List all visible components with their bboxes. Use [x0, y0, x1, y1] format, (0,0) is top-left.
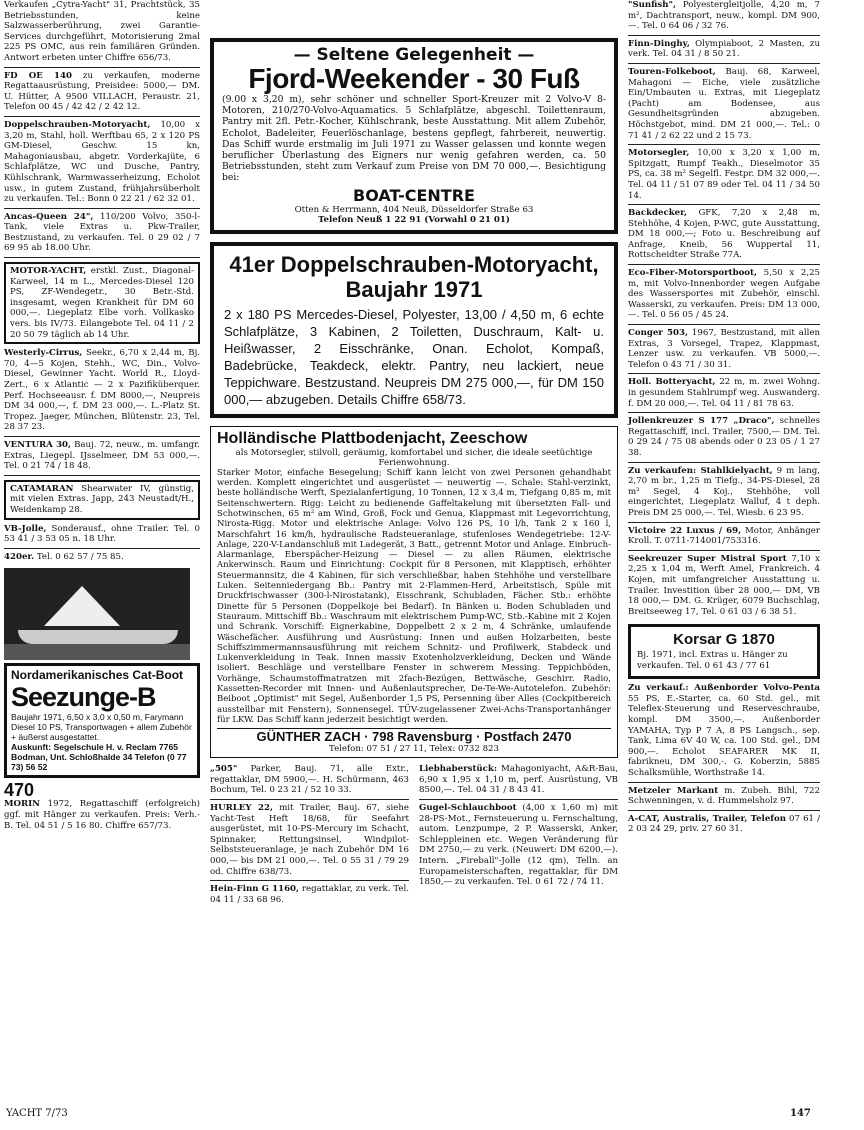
classified-ad: [419, 764, 618, 800]
ad-title: Hein-Finn G 1160,: [210, 884, 300, 895]
classified-ad: [4, 480, 200, 520]
fjord-addr1: Otten & Herrmann, 404 Neuß, Düsseldorfer Straße 63: [294, 204, 534, 215]
ad-number-470: 470: [4, 780, 35, 801]
classified-ad: [4, 0, 200, 68]
plattbodenjacht-ad: [210, 426, 618, 758]
ad-title: FD OE 140: [4, 70, 72, 81]
classified-ad: [628, 786, 820, 811]
ad-title: VENTURA 30,: [4, 439, 72, 450]
ad-title: Backdecker,: [628, 208, 688, 219]
ad-text: Bauj. 72, neuw., m. umfangr. Extras, Liegepl. IJsselmeer, DM 53 000,—. Tel. 0 21 74 / 18 48.: [4, 439, 201, 472]
korsar-body: Bj. 1971, incl. Extras u. Hänger zu verkaufen. Tel. 0 61 43 / 77 61: [637, 650, 788, 672]
ad-text: Olympiaboot, 2 Masten, zu verk. Tel. 04 31 / 8 50 21.: [628, 38, 820, 60]
ad-text: 55 PS, E.-Starter, ca. 60 Std. gel., mit Teleflex-Steuerung und Reserveschraube, kompl. DM 3500,—. Außenborder YAMAHA, Typ P 7 A, 8 PS Langsch., sep. Tank, Lima 6V 40 W, ca. 100 Std. gel., DM 900,—. Echolot SEAFARER MK II, fabrikneu, DM 300,-. G. Koberzin, 5885 Schalksmühle, Worthstraße 14.: [628, 693, 820, 779]
ad-text: Motor, Anhänger Kroll. T. 0711-714001/753316.: [628, 525, 820, 547]
page-footer-magazine: YACHT 7/73: [6, 1108, 68, 1119]
ad-text: 10,00 x 3,20 m, Stahl, holl. Werftbau 65, 2 x 120 PS GM-Diesel, Geschw. 15 kn, Mahagoniausbau, abgetr. Vorderkajüte, 6 Schlafplätze, WC und Dusche, Pantry, Kühlschrank, Warmwasserheizung, Echolot usw., in gutem Zustand, frühjahrsüberholt zu verkaufen. Tel.: Bonn 0 22 21 / 62 32 01.: [4, 119, 200, 205]
ad-title: Motorsegler,: [628, 148, 690, 159]
cat-ad-body: Baujahr 1971, 6,50 x 3,0 x 0,50 m, Farymann Diesel 10 PS, Transportwagen + allem Zubehör + äußerst ausgestattet.: [11, 712, 192, 743]
ad-title: MORIN: [4, 799, 41, 810]
sail-shape: [44, 586, 120, 626]
water-shape: [4, 644, 190, 660]
ad-title: A-CAT, Australis, Trailer, Telefon: [628, 813, 786, 824]
classified-ad: [4, 120, 200, 209]
ad-text: 9 m lang, 2,70 m br., 1,25 m Tiefg., 34-PS-Diesel, 28 m² Segel, 4 Koj., Stehhöhe, voll eingerichtet, Liegeplatz Walluf, 4 t deph. Preis DM 25 000,—. Tel. Wiesb. 6 23 95.: [628, 465, 820, 518]
classified-ad: [628, 67, 820, 145]
holl-footer: GÜNTHER ZACH · 798 Ravensburg · Postfach 2470: [217, 728, 611, 744]
classified-ad: [210, 803, 409, 881]
ad-text: Bauj. 68, Karweel, Mahagoni — Eiche, viele zusätzliche Ein/Umbauten u. Extras, mit Liegeplatz (Pacht) am Bodensee, aus Gesundheitsgründen abzugeben. Höchstgebot, mind. DM 21 000,—. Tel.: 0 71 41 / 2 62 22 und 2 15 73.: [628, 66, 820, 141]
ad-text: Seekr., 6,70 x 2,44 m, Bj. 70, 4—5 Kojen, Stehh., WC, Din., Volvo-Diesel, Gewinner Yacht. World R., Lloyd-Zert., 6 x Atlantic — 2 x Pazifiküberquer. Perf. Hochseeausr. f. DM 8000,—, Neupreis DM 34 000,—, f. DM 23 000,—. L.-Platz St. Tropez. Jaeger, München, Blütenstr. 23, Tel. 28 37 23.: [4, 348, 200, 433]
ad-text: Verkaufen „Cytra-Yacht" 31, Prachtstück, 35 Betriebsstunden, keine Salzwasserberührung, zwei Garantie-Services durchgeführt, Motorisierung 2mal 225 PS OMC, aus rein familiären Gründen. Antwort erbeten unter Chiffre 656/73.: [4, 0, 200, 63]
classified-list-right: [628, 0, 820, 620]
ad-text: 1972, Regattaschiff (erfolgreich) ggf. mit Hänger zu verkaufen. Preis: Verh.-B. Tel. 04 51 / 5 16 80. Chiffre 657/73.: [4, 799, 200, 831]
ad-text: Mahagoniyacht, A&R-Bau, 6,90 x 1,95 x 1,10 m, perf. Ausrüstung, VB 8500,—. Tel. 04 31 / 8 43 41.: [419, 764, 618, 796]
cat-ad-name: Seezunge-B: [11, 682, 156, 713]
ad-text: zu verkaufen, moderne Regattaausrüstung, Preisidee: 5000,— DM. U. Hütter, A 9500 VILLACH, Peraustr. 21, Telefon 00 45 / 42 42 / 2 42 12.: [4, 70, 200, 113]
classified-list-left: [4, 0, 200, 565]
middle-bottom-left: [210, 764, 409, 911]
ad-title: Doppelschrauben-Motoryacht,: [4, 119, 151, 130]
ad41-headline: 41er Doppelschrauben-Motoryacht, Baujahr 1971: [229, 251, 599, 302]
ad-title: Metzeler Markant: [628, 785, 719, 796]
ad-title: Finn-Dinghy,: [628, 38, 690, 49]
classified-morin: [4, 799, 200, 834]
column-left: [4, 0, 200, 1130]
cat-ad-contact: Auskunft: Segelschule H. v. Reclam 7765 Bodman, Unt. Schloßhalde 34 Telefon (0 77 73) 56 52: [11, 742, 187, 773]
ad-text: Polyestergleitjolle, 4,20 m, 7 m², Dachtransport, neuw., kompl. DM 900,—. Tel. 0 64 06 / 32 76.: [628, 0, 820, 32]
ad-text: 7,10 x 2,25 x 1,04 m, Werft Amel, Frankreich. 4 Kojen, mit umfangreicher Ausstattung u. Trailer. Investition über 28 000,— DM, VB 18 000,— DM. G. Krüger, 6079 Buchschlag, Breitseeweg 17, Tel. 0 61 03 / 6 38 51.: [628, 553, 820, 617]
korsar-ad: [628, 624, 820, 679]
classified-ad: [210, 884, 409, 908]
ad-text: 10,00 x 3,20 x 1,00 m, Spitzgatt, Rumpf Teakh., Dieselmotor 35 PS, ca. 38 m² Segelfl. Festpr. DM 32 000,—. Tel. 04 11 / 51 07 89 oder Tel. 04 11 / 34 50 14.: [628, 148, 820, 201]
holl-headline: Holländische Plattbodenjacht, Zeeschow: [217, 429, 528, 447]
middle-bottom-columns: [210, 764, 618, 911]
boat-photo: [4, 568, 190, 660]
column-middle: [210, 0, 618, 1130]
ad-text: regattaklar, zu verk. Tel. 04 11 / 33 68 96.: [210, 884, 409, 905]
ad-title: Touren-Folkeboot,: [628, 66, 716, 77]
ad41-body: 2 x 180 PS Mercedes-Diesel, Polyester, 13,00 / 4,50 m, 6 echte Schlafplätze, 3 Kabinen, 2 Toiletten, Duschraum, Kalt- u. Heißwasser, 2 Eisschränke, Onan. Echolot, Kompaß, Badebrücke, Teakdeck, elektr. Pantry, neu lackiert, neue Teppichware. Bestzustand. Neupreis DM 275 000,—, für DM 150 000,— abzugeben. Details Chiffre 658/73.: [224, 306, 604, 407]
ad-title: MOTOR-YACHT,: [10, 266, 87, 277]
ad-title: 420er.: [4, 551, 35, 562]
ad-title: Ancas-Queen 24",: [4, 211, 94, 222]
ad-text: schnelles Regattaschiff, incl. Trailer, 7500,— DM. Tel. 0 29 24 / 75 08 abends oder 0 23 05 / 1 27 38.: [628, 416, 820, 458]
cat-boot-ad: [4, 663, 200, 778]
ad-title: Gugel-Schlauchboot: [419, 803, 517, 814]
ad-title: Eco-Fiber-Motorsportboot,: [628, 268, 758, 279]
ad-title: Victoire 22 Luxus / 69,: [628, 525, 742, 536]
ad-title: Seekreuzer Super Mistral Sport: [628, 553, 787, 564]
classified-ad: [628, 377, 820, 413]
ad-title: Zu verkauf.: Außenborder Volvo-Penta: [628, 683, 820, 694]
classified-ad: [628, 39, 820, 64]
fjord-addr2: Telefon Neuß 1 22 91 (Vorwahl 0 21 01): [318, 215, 510, 226]
ad-title: CATAMARAN: [10, 483, 74, 494]
hull-shape: [18, 630, 178, 644]
classified-ad: [4, 524, 200, 549]
classified-ad: [628, 0, 820, 36]
classified-ad: [4, 552, 200, 566]
ad-text: 22 m, m. zwei Wohng. in gesundem Stahlrumpf weg. Auswanderg. f. DM 20 000,—. Tel. 04 11 / 81 78 63.: [628, 377, 820, 409]
classified-ad: [4, 262, 200, 344]
classified-ad: [419, 803, 618, 891]
classified-list-right-2: [628, 683, 820, 838]
ad-title: „505": [210, 764, 238, 775]
ad-text: Shearwater IV, günstig, mit vielen Extras. Japp, 243 Neustadt/H., Weidenkamp 28.: [10, 483, 194, 515]
korsar-title: Korsar G 1870: [673, 631, 775, 649]
classified-ad: [4, 440, 200, 476]
holl-body: Starker Motor, einfache Besegelung; Schiff kann leicht von zwei Personen gehandhabt werden. Komplett eingerichtet und ausgerüstet — neuwertig —. Schale: Stahl-verzinkt, beste holländische Werft, Spezialanfertigung, 10 Tonnen, 12 x 3,4 m, Tiefgang 0,85 m, mit Seitenschwertern. Rigg: Leicht zu bedienende Gaffeltakelung mit übersetzten Fall- und Schotwinschen, 65 m² am Wind, Groß, Fock und Genua, Klappmast mit Legevorrichtung, Nirosta-Rigg. Motor und elektrische Anlage: Volvo 126 PS, 10 l/h, Tank 2 x 160 l, Marschfahrt 16 km/h, hydraulische Radsteueranlage, stufenloses Wendegetriebe: 12-V-Anlage, 220-V-Landanschluß mit Ladegerät, 3 Batt., getrennt Motor und Anlage. Einbruch-Alarmanlage, Eberspächer-Heizung — Diesel — zu allen Räumen, elektrische Ankerwinsch. Raum und Einrichtung: Cockpit für 8 Personen, mit Klapptisch, erhöhter Steuermannsitz, die 4 Kabinen, für sich verschließbar, haben Stehhöhe und verstellbare Luken. Seitenniedergang Bb.: Pantry mit 2-Flammen-Herd, Arbeitstisch, Spüle mit Druckfrischwasser (300-l-Nirostatank), Eisschrank, Schubladen, Fächer. Stb.: erhöhte Dinette für 5 Personen (Doppelkoje bei Bedarf). In Bänken u. Boden Schubladen und Stauraum. Mittschiff Bb.: Waschraum mit elektrischem Pump-WC, Stb.-Kabine mit 2 Kojen und Schrank. Vorschiff: Eignerkabine, Doppelbett 2 x 2 m, 4 Schränke, umlaufende Wäschefächer. Ausführung und Ausrüstung: Innen und außen Holzarbeiten, beste Schiffszimmermannsausführung mit reichem Schnitz- und Profilwerk, Stabdeck und Lukenverkleidung in Teak. Innen massiv Exotenholzverkleidung, Decken und Wände isoliert. Beschläge und verstellbare Fenster in schwerem Messing. Teppichböden, Vorhänge, Schaumstoffmatratzen mit 2fach-Bezügen, Bettwäsche, Geschirr. Radio, Kassetten-Recorder mit Innen- und Außenlautsprecher, De-Te-We-Autotelefon. Zubehör: Beiboot „Optimist" mit Segel, Außenborder 1,5 PS, Persenning über Alles (Cockpitbereich ausstellbar mit Fenstern), Sonnensegel. TÜV-zugelassener Zwei-Achs-Transportanhänger für LKW. Das Schiff kann jederzeit besichtigt werden.: [217, 467, 611, 725]
holl-sub: als Motorsegler, stilvoll, geräumig, komfortabel und sicher, die ideale seetüchtige Ferienwohnung.: [235, 447, 593, 468]
ad-text: m. Zubeh. Bihl, 722 Schwenningen, v. d. Hummelsholz 97.: [628, 785, 820, 807]
ad-title: Holl. Botteryacht,: [628, 377, 716, 388]
ad-title: VB-Jolle,: [4, 523, 47, 534]
classified-ad: [4, 212, 200, 258]
ad-text: Parker, Bauj. 71, alle Extr., regattaklar, DM 5900,—. H. Schürmann, 463 Bochum, Tel. 0 23 21 / 52 10 33.: [210, 764, 409, 796]
classified-ad: [628, 328, 820, 374]
ad-title: "Sunfish",: [628, 0, 676, 10]
fjord-body: (9.00 x 3,20 m), sehr schöner und schneller Sport-Kreuzer mit 2 Volvo-V 8-Motoren, 210/270-Volvo-Aquamatics. 5 Schlafplätze, abgeschl. Toilettenraum, Pantry mit 2fl. Petr.-Kocher, Kühlschrank, beste Ausstattung. Mit allem Zubehör, Echolot, Badeleiter, Feuerlöschanlage, bestens gepflegt, fahrbereit, neuwertig. Das Schiff wurde erstmalig im Juli 1971 zu Wasser gelassen und konnte wegen beruflicher Überlastung des Eigners nur wenig gefahren werden, ca. 50 Betriebsstunden, steht zum Verkauf zum Preise von DM 70 000,—. Besichtigung bei:: [222, 94, 606, 184]
ad-title: Conger 503,: [628, 328, 688, 339]
ad-title: Westerly-Cirrus,: [4, 348, 83, 359]
ad-text: 110/200 Volvo, 350-l-Tank, viele Extras u. Pkw-Trailer, Bestzustand, zu verkaufen. Tel. 0 29 02 / 7 69 95 ab 18.00 Uhr.: [4, 211, 200, 254]
classified-ad: [4, 71, 200, 117]
classified-ad: [628, 148, 820, 205]
ad-text: mit Trailer, Bauj. 67, siehe Yacht-Test Heft 18/68, für Seefahrt ausgerüstet, mit 10-PS-Mercury im Schacht, Spinnaker, Rettungsinsel, Windpilot-Selbststeueranlage, je nach Zubehör DM 16 000,— bis DM 21 000,—. Tel. 0 55 31 / 79 29 od. Chiffre 638/73.: [210, 803, 409, 877]
classified-ad: [628, 554, 820, 621]
column-right: [628, 0, 820, 1130]
classified-ad: [210, 764, 409, 800]
ad-text: 1967, Bestzustand, mit allen Extras, 3 Vorsegel, Trapez, Klappmast, Lenzer usw. zu verkaufen. VB 5000,—. Telefon 0 43 71 / 30 31.: [628, 328, 821, 370]
holl-footer-tel: Telefon: 07 51 / 27 11, Telex: 0732 823: [329, 744, 499, 755]
ad-text: (4,00 x 1,60 m) mit 28-PS-Mot., Fernsteuerung u. Fernschaltung, autom. Lenzpumpe, 2 P. Wasserski, Anker, Schleppleinen etc. Wegen Veränderung für DM 2750,— zu verk. (Neuwert: DM 6200,—). Intern. „Fireball"-Jolle (12 qm), Telln. an Europameisterschaften, regattaklar, für DM 1850,— zu verkaufen. Tel. 0 61 72 / 74 11.: [419, 803, 618, 888]
ad-title: HURLEY 22,: [210, 803, 273, 814]
ad-title: Zu verkaufen: Stahlkielyacht,: [628, 465, 773, 476]
classified-ad: [628, 208, 820, 265]
fjord-dealer: BOAT-CENTRE: [353, 185, 475, 205]
ad-text: Sonderausf., ohne Trailer. Tel. 0 53 41 / 3 53 05 n. 18 Uhr.: [4, 523, 200, 545]
ad-text: 5,50 x 2,25 m, mit Volvo-Innenborder wegen Aufgabe des Wassersportes mit Zubehör, einschl. Wasserski, zu verkaufen. Preis: DM 13 000,—. Tel. 0 56 05 / 45 24.: [628, 268, 820, 321]
classified-ad: [628, 268, 820, 325]
classified-ad: [628, 683, 820, 782]
fjord-headline: Fjord-Weekender - 30 Fuß: [248, 63, 580, 94]
ad-title: Jollenkreuzer S 177 „Draco",: [628, 416, 775, 427]
doppelschrauben-ad: [210, 242, 618, 418]
ad-title: Liebhaberstück:: [419, 764, 498, 775]
page-number: 147: [790, 1108, 811, 1119]
fjord-weekender-ad: [210, 38, 618, 234]
classified-ad: [628, 526, 820, 551]
cat-ad-title: Nordamerikanisches Cat-Boot: [11, 668, 184, 683]
classified-ad: [628, 466, 820, 523]
classified-ad: [4, 348, 200, 437]
middle-bottom-right: [419, 764, 618, 911]
classified-ad: [628, 814, 820, 838]
fjord-kicker: — Seltene Gelegenheit —: [293, 45, 535, 65]
ad-text: 07 61 / 2 03 24 29, priv. 27 60 31.: [628, 813, 820, 835]
ad-text: Tel. 0 62 57 / 75 85.: [34, 551, 124, 562]
ad-text: GFK, 7,20 x 2,48 m, Stehhöhe, 4 Kojen, P-WC, gute Ausstattung, DM 18 000,—; Foto u. Beschreibung auf Anfrage, Kneib, 56 Wuppertal 11, Rottscheidter Straße 77A.: [628, 208, 820, 261]
ad-text: erstkl. Zust., Diagonal-Karweel, 14 m L., Mercedes-Diesel 120 PS, ZF-Wendegetr., 30 Betr.-Std. insgesamt, wegen Krankheit für DM 60 000,—. Liegeplatz Elbe vorh. Vollkasko vers. bis IV/73. Eilangebote Tel. 04 11 / 2 20 50 79 täglich ab 14 Uhr.: [10, 266, 194, 340]
classified-ad: [628, 416, 820, 462]
